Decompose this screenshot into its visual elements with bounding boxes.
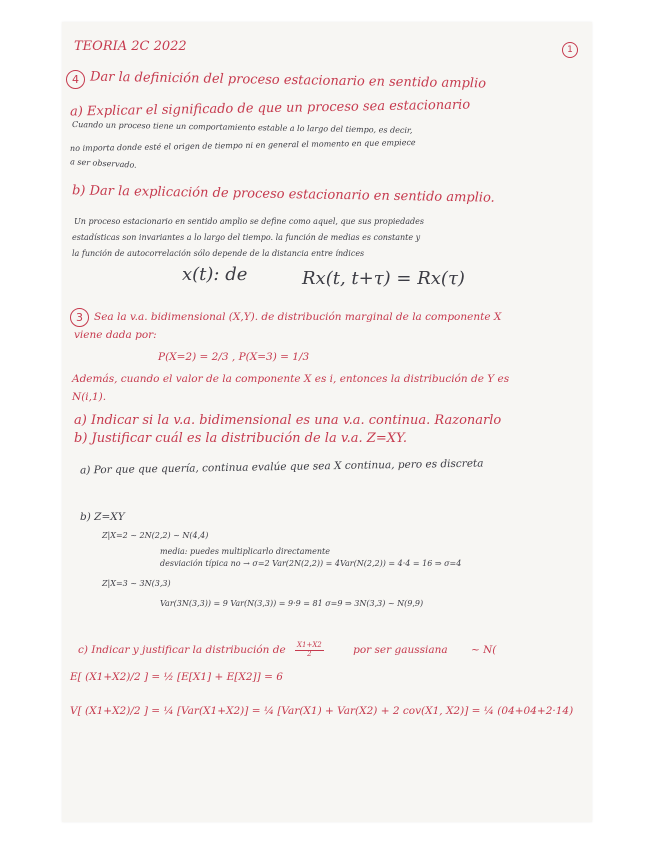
q3-text-1: Además, cuando el valor de la componente X es i, entonces la distribución de Y es xyxy=(72,373,510,385)
q3-item-c-text: c) Indicar y justificar la distribución de xyxy=(78,644,286,657)
q4-formula-left: x(t): de xyxy=(182,264,248,285)
q4-a-line-3: a ser observado. xyxy=(69,157,137,170)
q3-answer-b-note-2: desviación típica no → σ=2 Var(2N(2,2)) = 4Var(N(2,2)) = 4·4 = 16 ⇒ σ=4 xyxy=(160,559,462,568)
q3-item-b: b) Justificar cuál es la distribución de la v.a. Z=XY. xyxy=(74,431,408,446)
q3-item-a: a) Indicar si la v.a. bidimensional es una v.a. continua. Razonarlo xyxy=(74,413,502,428)
q3-text-2: N(i,1). xyxy=(72,391,107,403)
q3-item-c xyxy=(78,642,496,658)
q3-variance: V[ (X1+X2)/2 ] = ¼ [Var(X1+X2)] = ¼ [Var(X1) + Var(X2) + 2 cov(X1, X2)] = ¼ (04+04+2·14) xyxy=(70,705,574,717)
page-header-title: TEORIA 2C 2022 xyxy=(74,39,187,54)
question-number-3: 3 xyxy=(70,308,89,327)
handwritten-page xyxy=(62,22,592,822)
q3-answer-a: a) Por que que quería, continua evalúe que sea X continua, pero es discreta xyxy=(79,457,484,477)
q3-answer-b-line-3: Var(3N(3,3)) = 9 Var(N(3,3)) = 9·9 = 81 σ=9 ⇒ 3N(3,3) ~ N(9,9) xyxy=(160,599,424,608)
fraction-numerator: X1+X2 xyxy=(297,641,322,649)
q4-formula-right: Rx(t, t+τ) = Rx(τ) xyxy=(302,268,465,289)
q3-answer-b-note-1: media: puedes multiplicarlo directamente xyxy=(160,547,330,556)
q3-item-c-tail: ~ N( xyxy=(470,644,497,657)
q3-expectation: E[ (X1+X2)/2 ] = ½ [E[X1] + E[X2]] = 6 xyxy=(70,671,283,683)
q3-answer-b-line-1: Z|X=2 ~ 2N(2,2) ~ N(4,4) xyxy=(102,531,209,540)
q4-b-line-1: Un proceso estacionario en sentido amplio se define como aquel, que sus propiedades xyxy=(74,217,425,226)
q4-a-title: a) Explicar el significado de que un proceso sea estacionario xyxy=(69,97,471,120)
q4-a-line-2: no importa donde esté el origen de tiempo ni en general el momento en que empiece xyxy=(69,137,416,154)
q3-intro-1: Sea la v.a. bidimensional (X,Y). de distribución marginal de la componente X xyxy=(94,311,502,323)
fraction-denominator: 2 xyxy=(307,649,312,658)
q3-answer-b-line-2: Z|X=3 ~ 3N(3,3) xyxy=(102,579,171,588)
q4-a-line-1: Cuando un proceso tiene un comportamiento estable a lo largo del tiempo, es decir, xyxy=(71,120,413,135)
q3-item-c-mid: por ser gaussiana xyxy=(353,644,448,657)
q4-b-line-3: la función de autocorrelación sólo depende de la distancia entre índices xyxy=(72,249,365,258)
q4-b-line-2: estadísticas son invariantes a lo largo del tiempo. la función de medias es constante y xyxy=(72,233,421,242)
q4-b-title: b) Dar la explicación de proceso estacionario en sentido amplio. xyxy=(71,183,495,206)
page-number: 1 xyxy=(562,42,578,58)
q3-probabilities: P(X=2) = 2/3 , P(X=3) = 1/3 xyxy=(158,351,310,363)
question-number-4: 4 xyxy=(66,70,85,89)
q3-item-c-fraction xyxy=(295,642,324,658)
q3-intro-2: viene dada por: xyxy=(74,329,157,341)
q3-answer-b-label: b) Z=XY xyxy=(80,511,125,523)
q4-intro: Dar la definición del proceso estacionario en sentido amplio xyxy=(89,69,487,92)
